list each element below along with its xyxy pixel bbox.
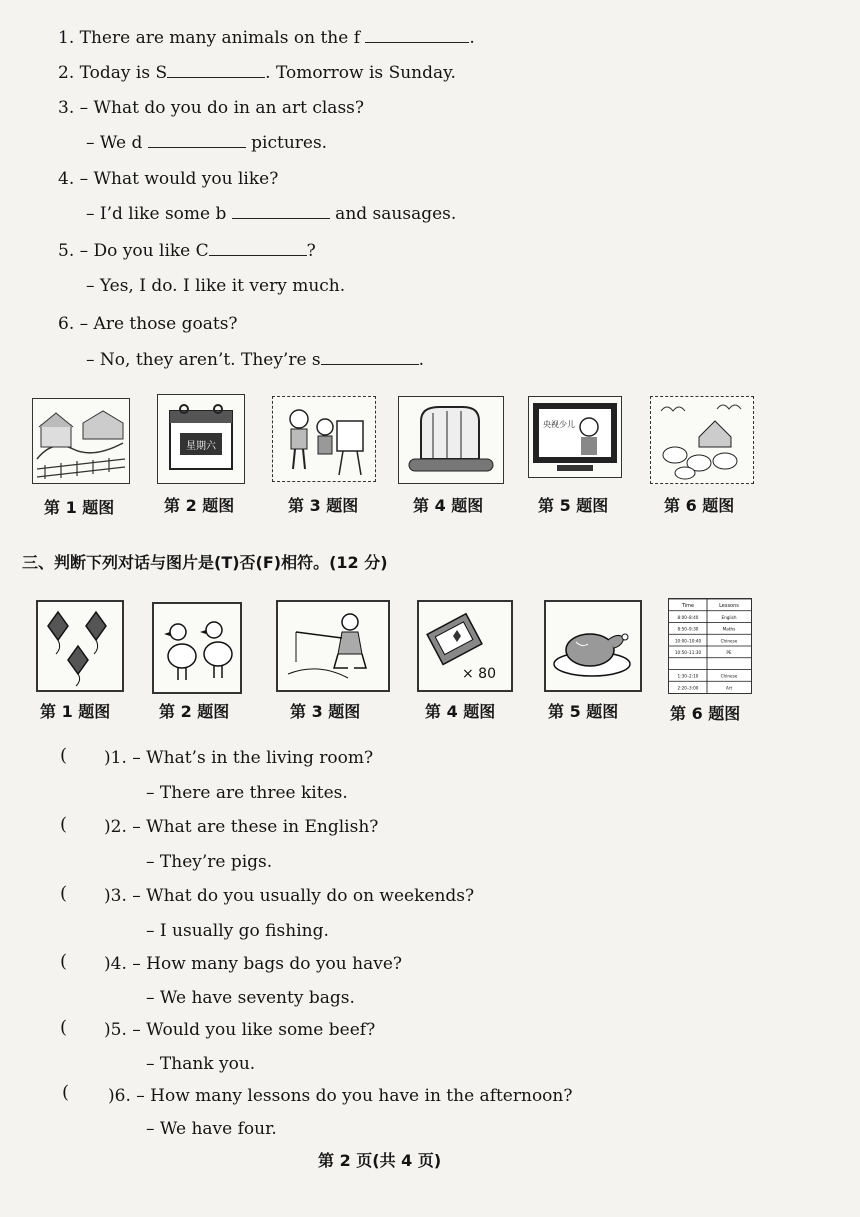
chicken-picture	[544, 600, 642, 692]
judge-2-number: )2.	[104, 817, 127, 837]
judge-6-answer-slot[interactable]: (	[62, 1082, 70, 1103]
farm-illustration-icon	[33, 399, 129, 483]
q4-blank[interactable]	[232, 204, 330, 219]
timetable-cell: Chinese	[720, 638, 738, 644]
judge-2-answer-slot[interactable]: (	[60, 814, 68, 835]
judge-3-question-text: – What do you usually do on weekends?	[132, 886, 475, 906]
row1-caption-2: 第 2 题图	[164, 496, 235, 515]
timetable-cell: 10:00–10:40	[674, 638, 702, 644]
farm-picture	[32, 398, 130, 484]
timetable-cell: Art	[725, 685, 733, 691]
row2-caption-2: 第 2 题图	[159, 702, 230, 721]
calendar-picture	[157, 394, 245, 484]
q6-question-text: – Are those goats?	[79, 314, 238, 334]
page-number-footer: 第 2 页(共 4 页)	[318, 1151, 442, 1170]
q3-answer-post: pictures.	[245, 133, 328, 153]
children-drawing-icon	[273, 397, 375, 481]
q5-question-post: ?	[306, 241, 316, 261]
judge-1-question-text: – What’s in the living room?	[132, 748, 374, 768]
timetable-cell: Chinese	[720, 673, 738, 679]
timetable-cell: English	[721, 614, 737, 620]
timetable-cell: 1:30–2:10	[677, 673, 699, 679]
q4-number: 4.	[58, 169, 75, 189]
row2-caption-4: 第 4 题图	[425, 702, 496, 721]
timetable-cell: 8:00–8:40	[677, 614, 699, 620]
q6-blank[interactable]	[321, 350, 419, 365]
q5-answer-text: – Yes, I do. I like it very much.	[86, 276, 346, 296]
section-3-title: 三、判断下列对话与图片是(T)否(F)相符。(12 分)	[22, 553, 388, 572]
kites-picture	[36, 600, 124, 692]
calendar-icon	[158, 395, 244, 483]
q6-question	[58, 313, 238, 335]
row1-caption-4: 第 4 题图	[413, 496, 484, 515]
q2-text: Today is S	[79, 63, 168, 83]
judge-2-question	[104, 816, 378, 838]
q5-blank[interactable]	[209, 241, 307, 256]
timetable-cell: PE	[726, 650, 732, 656]
judge-3-answer: – I usually go fishing.	[146, 921, 329, 941]
q2-post: . Tomorrow is Sunday.	[265, 63, 456, 83]
q1-blank[interactable]	[365, 28, 469, 43]
q2-line	[58, 62, 456, 84]
timetable-cell: Lessons	[719, 603, 739, 610]
q6-number: 6.	[58, 314, 75, 334]
bread-picture	[398, 396, 504, 484]
ducks-picture	[152, 602, 242, 694]
timetable-picture	[668, 598, 752, 694]
timetable-cell: Time	[681, 603, 695, 610]
judge-1-question	[104, 747, 373, 769]
judge-3-question	[104, 885, 474, 907]
judge-4-number: )4.	[104, 954, 127, 974]
timetable-cell: Maths	[722, 626, 736, 632]
judge-6-question-text: – How many lessons do you have in the afternoon?	[136, 1086, 573, 1106]
judge-6-question	[108, 1085, 572, 1107]
q1-line	[58, 27, 475, 49]
timetable-cell: 10:50–11:30	[674, 650, 702, 656]
q5-number: 5.	[58, 241, 75, 261]
q4-answer-text: – I’d like some b	[86, 204, 227, 224]
row1-caption-1: 第 1 题图	[44, 498, 115, 517]
q3-answer	[86, 132, 327, 154]
tv-picture	[528, 396, 622, 478]
judge-5-question-text: – Would you like some beef?	[132, 1020, 376, 1040]
q6-answer-text: – No, they aren’t. They’re s	[86, 350, 321, 370]
judge-3-answer-slot[interactable]: (	[60, 883, 68, 904]
row1-caption-3: 第 3 题图	[288, 496, 359, 515]
judge-5-question	[104, 1019, 375, 1041]
judge-1-number: )1.	[104, 748, 127, 768]
q3-question-text: – What do you do in an art class?	[79, 98, 365, 118]
art-class-picture	[272, 396, 376, 482]
q5-question	[58, 240, 316, 262]
timetable-cell: 2:20–3:00	[677, 685, 699, 691]
tv-channel-text: 央视少儿	[543, 420, 575, 429]
row2-caption-3: 第 3 题图	[290, 702, 361, 721]
judge-3-number: )3.	[104, 886, 127, 906]
judge-5-answer: – Thank you.	[146, 1054, 256, 1074]
fishing-picture	[276, 600, 390, 692]
bags-picture	[417, 600, 513, 692]
boy-fishing-icon	[278, 602, 388, 690]
q1-post: .	[469, 28, 475, 48]
kites-icon	[38, 602, 122, 690]
row1-caption-6: 第 6 题图	[664, 496, 735, 515]
q5-question-text: – Do you like C	[79, 241, 209, 261]
q4-question-text: – What would you like?	[79, 169, 279, 189]
judge-4-answer: – We have seventy bags.	[146, 988, 355, 1008]
judge-5-number: )5.	[104, 1020, 127, 1040]
q1-text: There are many animals on the f	[79, 28, 360, 48]
q4-answer	[86, 203, 456, 225]
television-icon	[529, 397, 621, 477]
judge-5-answer-slot[interactable]: (	[60, 1017, 68, 1038]
bag-count-text: × 80	[462, 666, 496, 682]
timetable-cell: 8:50–9:30	[677, 626, 699, 632]
school-bag-icon	[419, 602, 511, 690]
q4-answer-post: and sausages.	[329, 204, 457, 224]
judge-6-number: )6.	[108, 1086, 131, 1106]
judge-1-answer-slot[interactable]: (	[60, 745, 68, 766]
row2-caption-1: 第 1 题图	[40, 702, 111, 721]
timetable-icon	[669, 599, 751, 693]
judge-2-answer: – They’re pigs.	[146, 852, 273, 872]
q2-number: 2.	[58, 63, 75, 83]
row1-caption-5: 第 5 题图	[538, 496, 609, 515]
q6-answer-post: .	[418, 350, 425, 370]
row2-caption-6: 第 6 题图	[670, 704, 741, 723]
sheep-farm-icon	[651, 397, 753, 483]
q3-blank[interactable]	[148, 133, 246, 148]
q3-answer-text: – We d	[86, 133, 143, 153]
q6-answer	[86, 349, 424, 371]
q3-question	[58, 97, 364, 119]
judge-4-question	[104, 953, 402, 975]
q2-blank[interactable]	[167, 63, 265, 78]
q3-number: 3.	[58, 98, 75, 118]
judge-6-answer: – We have four.	[146, 1119, 277, 1139]
q1-number: 1.	[58, 28, 75, 48]
judge-4-question-text: – How many bags do you have?	[132, 954, 402, 974]
roast-chicken-icon	[546, 602, 640, 690]
ducks-icon	[154, 604, 240, 692]
judge-4-answer-slot[interactable]: (	[60, 951, 68, 972]
judge-2-question-text: – What are these in English?	[132, 817, 379, 837]
sheep-picture	[650, 396, 754, 484]
q5-answer	[86, 275, 345, 297]
bread-sausage-icon	[399, 397, 503, 483]
calendar-text: 星期六	[186, 441, 216, 452]
q4-question	[58, 168, 278, 190]
judge-1-answer: – There are three kites.	[146, 783, 348, 803]
row2-caption-5: 第 5 题图	[548, 702, 619, 721]
